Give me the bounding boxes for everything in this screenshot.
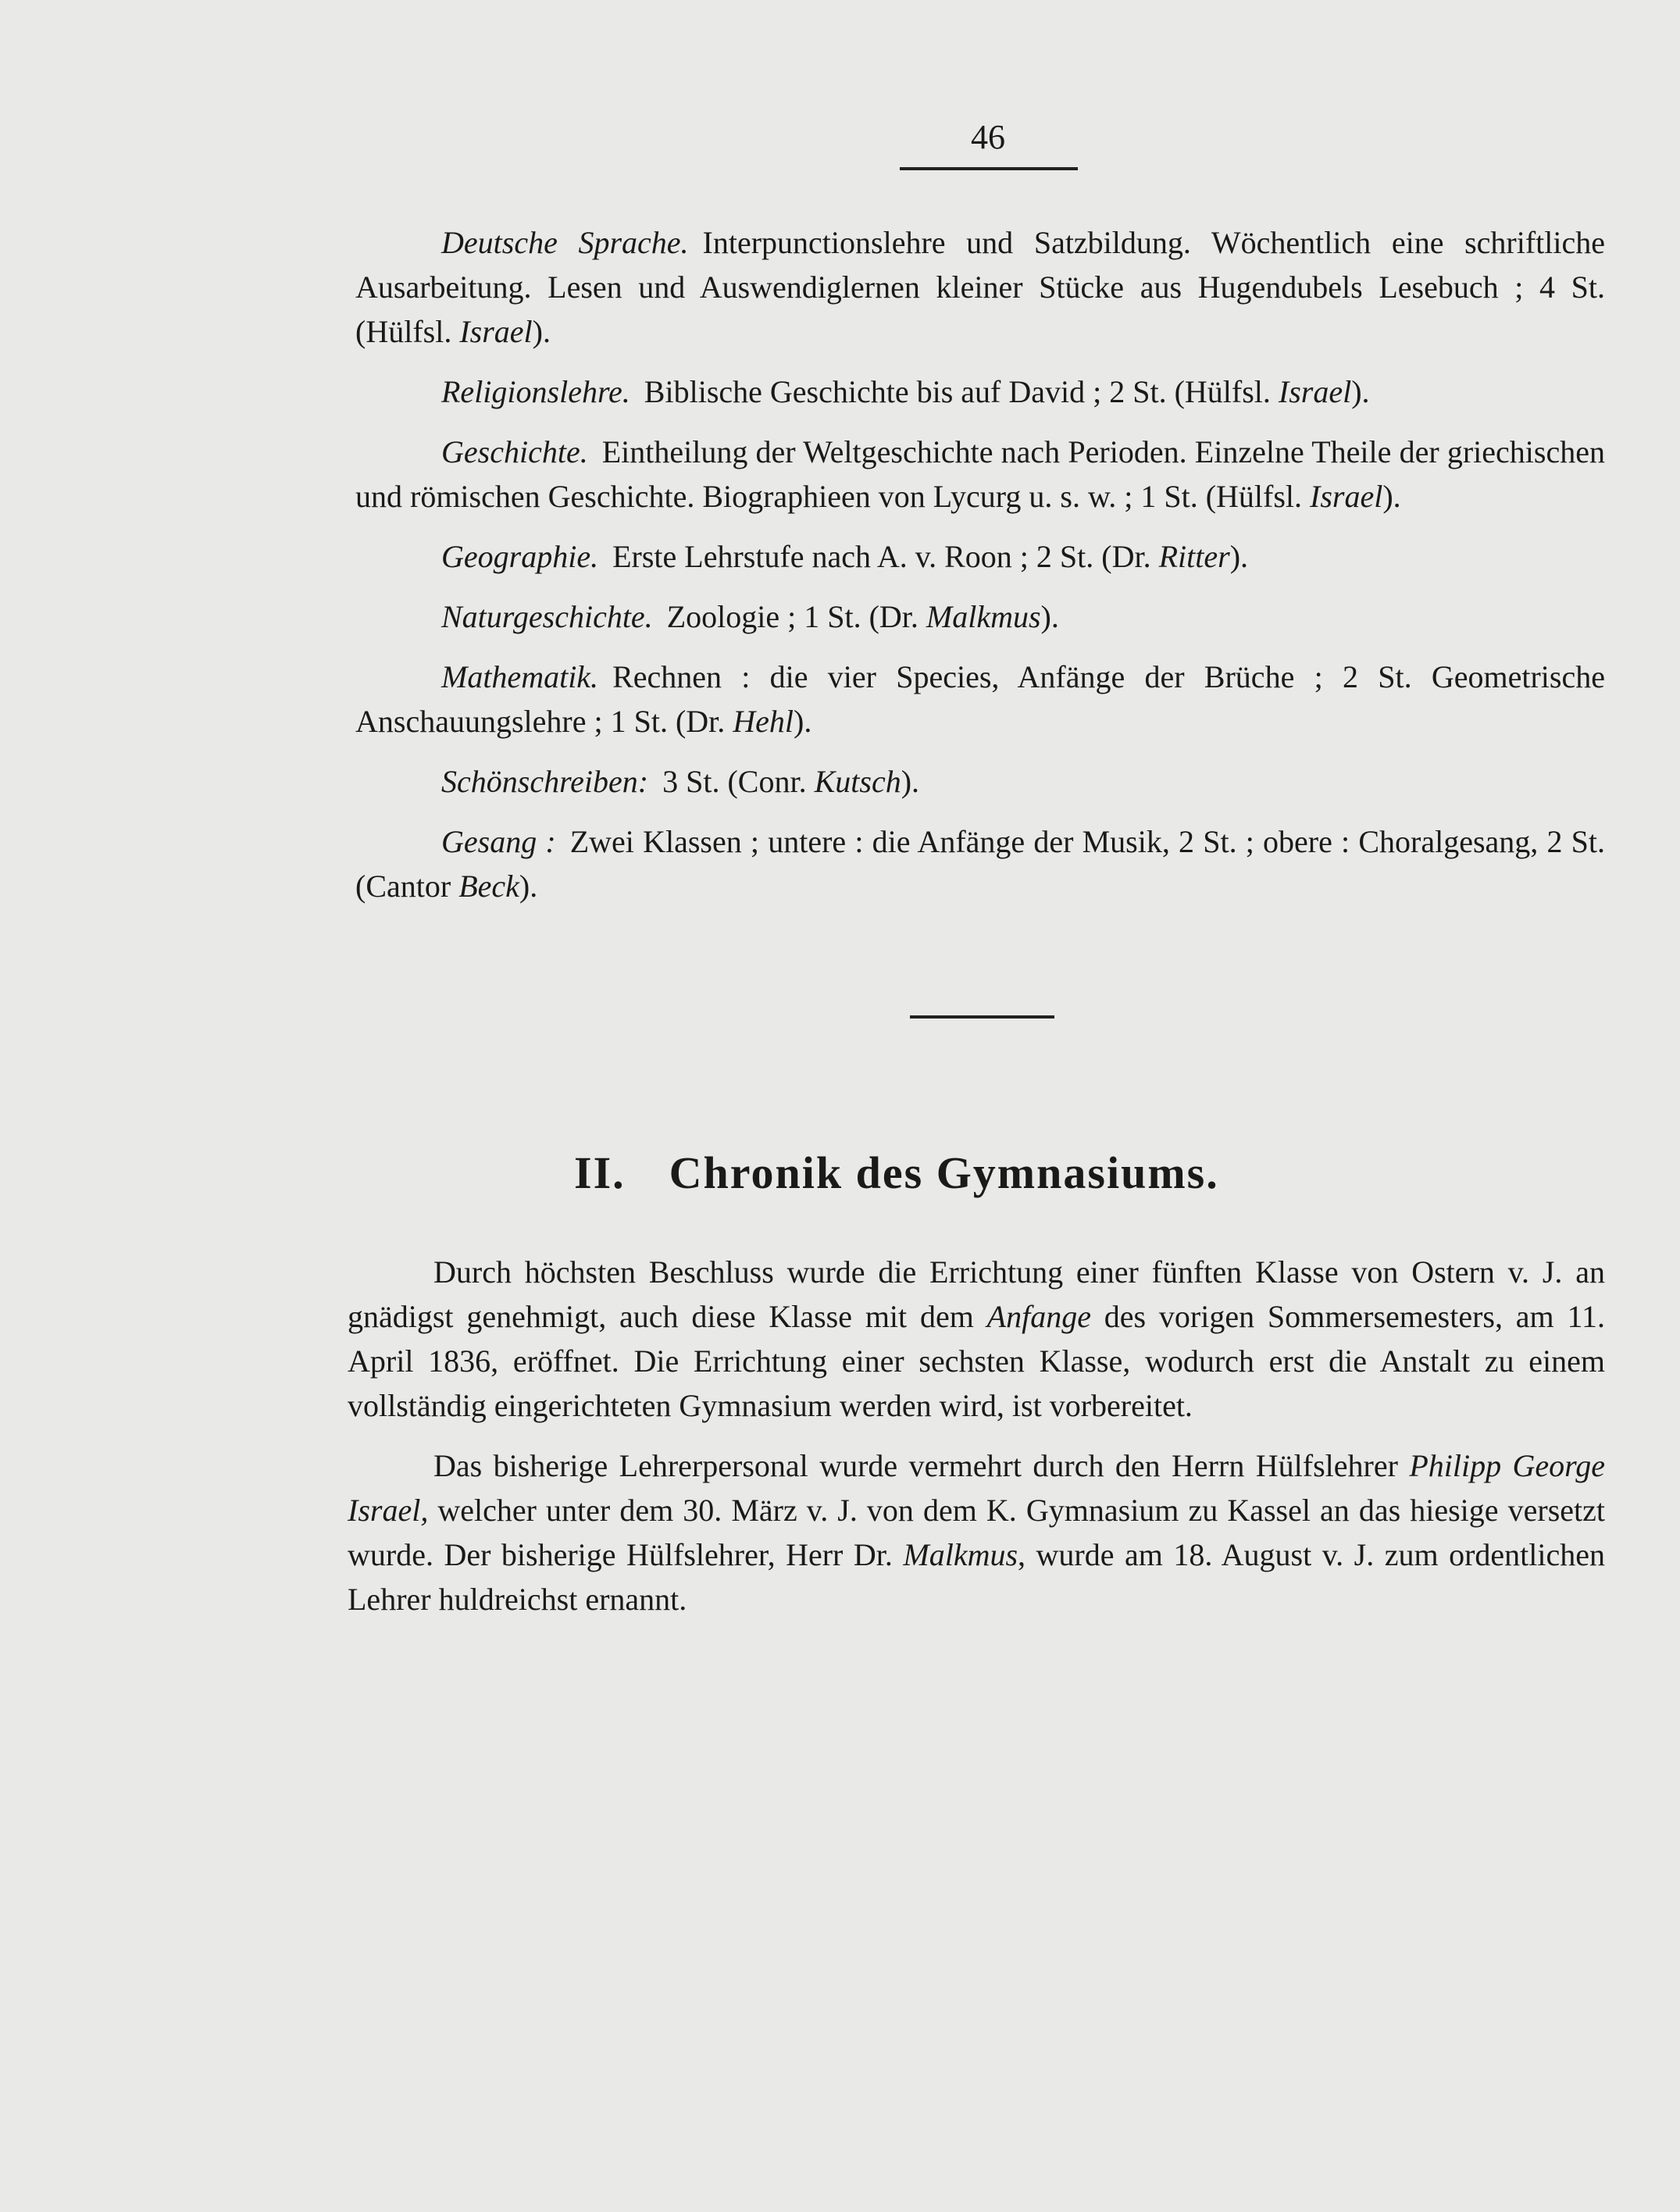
teacher-name: Malkmus bbox=[926, 599, 1041, 634]
teacher-name: Israel bbox=[1278, 374, 1352, 409]
section-title: Chronik des Gymnasiums. bbox=[669, 1147, 1219, 1198]
subject-label: Mathematik. bbox=[441, 659, 599, 694]
header-rule bbox=[900, 167, 1078, 170]
subject-label: Geographie. bbox=[441, 539, 599, 574]
section-number: II. bbox=[574, 1147, 626, 1198]
subject-text: Zwei Klassen ; untere : die Anfänge der Musik, 2 St. ; obere : Choralgesang, 2 St. (Cantor bbox=[355, 824, 1606, 904]
subject-text: Interpunctionslehre und Satzbildung. Wöchentlich eine schriftliche Ausarbeitung. Lesen und Auswendiglernen kleiner Stücke aus Hugendubels Lesebuch ; 4 St. (Hülfsl. bbox=[355, 225, 1606, 349]
paragraph-emphasis: Malkmus bbox=[903, 1537, 1018, 1572]
subject-label: Religionslehre. bbox=[441, 374, 630, 409]
section-heading bbox=[574, 1147, 1433, 1199]
paragraph-emphasis: Anfange bbox=[986, 1299, 1091, 1334]
subject-text: Erste Lehrstufe nach A. v. Roon ; 2 St. (Dr. bbox=[612, 539, 1159, 574]
subject-entry bbox=[355, 220, 1605, 354]
teacher-name: Ritter bbox=[1158, 539, 1230, 574]
teacher-name: Kutsch bbox=[814, 764, 901, 799]
subject-label: Geschichte. bbox=[441, 434, 588, 469]
paragraph-text: welcher unter dem 30. März v. J. von dem K. Gymnasium zu Kassel an das hiesige versetzt wurde. Der bisherige Hülfslehrer, Herr Dr. bbox=[348, 1493, 1605, 1572]
subject-entry bbox=[355, 819, 1605, 908]
paragraph bbox=[348, 1250, 1605, 1428]
subject-text: Zoologie ; 1 St. (Dr. bbox=[666, 599, 926, 634]
subject-end: ). bbox=[519, 869, 538, 904]
subject-end: ). bbox=[794, 704, 812, 739]
section-divider bbox=[910, 1015, 1054, 1019]
paragraph bbox=[348, 1443, 1605, 1622]
teacher-name: Israel bbox=[1310, 479, 1383, 514]
page-number: 46 bbox=[971, 118, 1005, 156]
subject-end: ). bbox=[901, 764, 920, 799]
subject-label: Schönschreiben: bbox=[441, 764, 649, 799]
subject-entry bbox=[355, 430, 1605, 519]
subject-end: ). bbox=[532, 314, 551, 349]
paragraph-emphasis: Philipp George Israel, bbox=[348, 1448, 1606, 1528]
subject-entry bbox=[355, 655, 1605, 744]
subject-end: ). bbox=[1229, 539, 1249, 574]
subject-label: Naturgeschichte. bbox=[441, 599, 653, 634]
subject-entry bbox=[355, 534, 1605, 579]
subject-text: Eintheilung der Weltgeschichte nach Perioden. Einzelne Theile der griechischen und römischen Geschichte. Biographieen von Lycurg u. s. w. ; 1 St. (Hülfsl. bbox=[355, 434, 1605, 514]
paragraph-text: des vorigen Sommersemesters, am 11. April 1836, eröffnet. Die Errichtung einer sechsten Klasse, wodurch erst die Anstalt zu einem vollständig eingerichteten Gymnasium werden wird, ist vorbereitet. bbox=[348, 1299, 1605, 1423]
subject-label: Gesang : bbox=[441, 824, 556, 859]
teacher-name: Beck bbox=[458, 869, 519, 904]
subject-end: ). bbox=[1382, 479, 1401, 514]
paragraph-text: Das bisherige Lehrerpersonal wurde vermehrt durch den Herrn Hülfslehrer bbox=[433, 1448, 1410, 1483]
teacher-name: Hehl bbox=[733, 704, 794, 739]
subject-label: Deutsche Sprache. bbox=[441, 225, 689, 260]
subject-list bbox=[355, 220, 1605, 924]
subject-text: Rechnen : die vier Species, Anfänge der Brüche ; 2 St. Geometrische Anschauungslehre ; 1 St. (Dr. bbox=[355, 659, 1605, 739]
subject-entry bbox=[355, 369, 1605, 414]
subject-end: ). bbox=[1351, 374, 1370, 409]
subject-end: ). bbox=[1040, 599, 1059, 634]
paragraph-text: , wurde am 18. August v. J. zum ordentlichen Lehrer huldreichst ernannt. bbox=[348, 1537, 1605, 1617]
paragraph-text: Durch höchsten Beschluss wurde die Errichtung einer fünften Klasse von Ostern v. J. an gnädigst genehmigt, auch diese Klasse mit dem bbox=[348, 1254, 1605, 1334]
subject-text: Biblische Geschichte bis auf David ; 2 St. (Hülfsl. bbox=[644, 374, 1279, 409]
chronik-body bbox=[348, 1250, 1605, 1637]
subject-entry bbox=[355, 594, 1605, 639]
subject-entry bbox=[355, 759, 1605, 804]
subject-text: 3 St. (Conr. bbox=[662, 764, 815, 799]
teacher-name: Israel bbox=[459, 314, 533, 349]
